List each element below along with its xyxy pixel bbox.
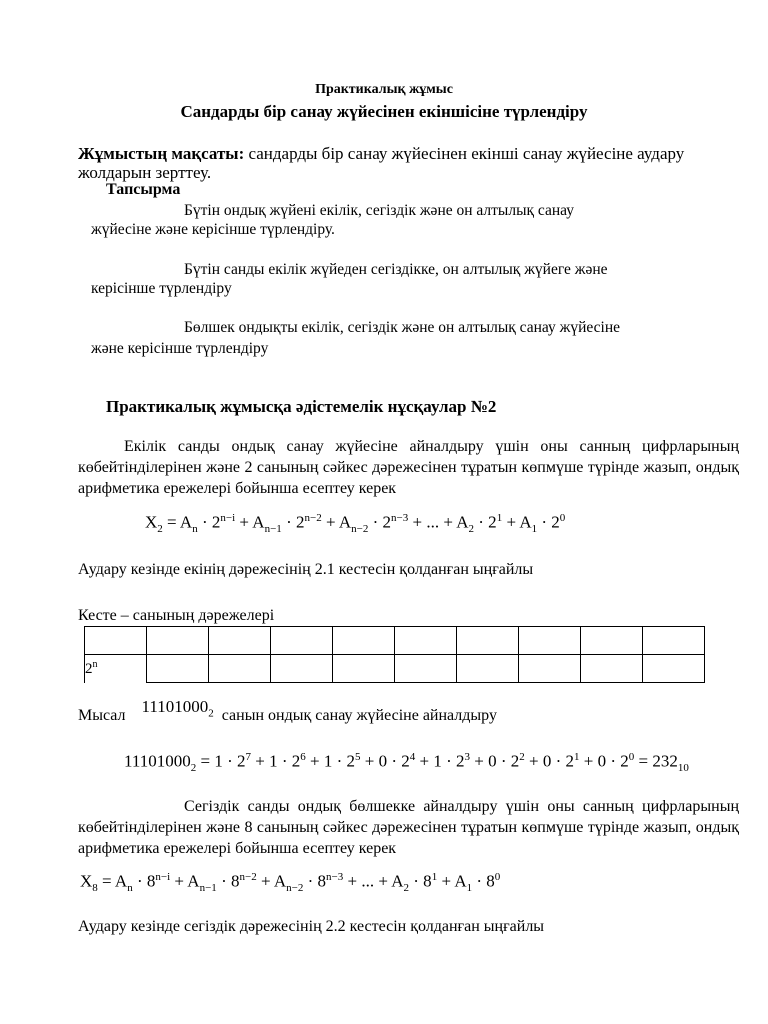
goal-text: сандарды бір санау жүйесінен екінші санау жүйесіне аудару — [244, 144, 685, 163]
example-text: санын ондық санау жүйесіне айналдыру — [221, 707, 497, 724]
table-cell — [643, 627, 705, 655]
formula-octal: $X_8 = A_n \cdot 8^{n-i} + A_{n-1} \cdot 8^{n-2} + A_{n-2} \cdot 8^{n-3}$ + ... + $A_2 \cdot 8^1 + A_1 \cdot 8^0$ — [80, 871, 501, 895]
task-heading: Тапсырма — [106, 181, 181, 198]
goal-line-2: жолдарын зерттеу. — [78, 163, 212, 182]
powers-of-two-table — [84, 626, 705, 683]
table-cell — [271, 627, 333, 655]
task-item-2-line-1: Бүтін санды екілік жүйеден сегіздікке, он алтылық жүйеге және — [184, 261, 608, 278]
table-row-exponent: n — [92, 659, 98, 671]
table-cell — [271, 655, 333, 683]
table-row — [85, 655, 705, 683]
table-cell — [395, 627, 457, 655]
table-cell — [581, 627, 643, 655]
task-item-1-line-1: Бүтін ондық жүйені екілік, сегіздік және он алтылық санау — [184, 202, 574, 219]
formula-example: $11101000_2 = 1 \cdot 2^7 + 1 \cdot 2^6 + 1 \cdot 2^5 + 0 \cdot 2^4 + 1 \cdot 2^3 + 0 \cdot 2^2 + 0 \cdot 2^1 + 0 \cdot 2^0 = 232_{10}$ — [124, 751, 689, 775]
table-cell — [457, 655, 519, 683]
table-caption: Кесте – санының дәрежелері — [78, 607, 275, 624]
table-cell — [333, 655, 395, 683]
table-cell — [209, 627, 271, 655]
goal-label: Жұмыстың мақсаты: — [78, 144, 245, 163]
task-item-2-line-2: керісінше түрлендіру — [91, 280, 232, 297]
table-cell — [519, 655, 581, 683]
page-title: Сандарды бір санау жүйесінен екіншісіне түрлендіру — [180, 102, 588, 121]
table-cell — [457, 627, 519, 655]
practical-work-label: Практикалық жұмыс — [315, 82, 453, 97]
example-line — [78, 697, 497, 727]
table-cell — [581, 655, 643, 683]
example-number-base: 2 — [208, 707, 214, 720]
table-cell — [147, 627, 209, 655]
table-cell — [209, 655, 271, 683]
guide-paragraph-1: Екілік санды ондық санау жүйесіне айналдыру үшін оны санның цифрларының көбейтінділерінен және 2 санының сәйкес дәрежесінен тұратын көпмүше түрінде жазып, ондық арифметика ережелері бойынша есептеу керек — [78, 438, 739, 497]
task-item-3-line-1: Бөлшек ондықты екілік, сегіздік және он алтылық санау жүйесіне — [184, 319, 621, 336]
table-row — [85, 627, 705, 655]
guide-note-1: Аудару кезінде екінің дәрежесінің 2.1 кестесін қолданған ыңғайлы — [78, 561, 534, 578]
example-label: Мысал — [78, 707, 126, 724]
table-cell — [147, 655, 209, 683]
task-item-3-line-2: және керісінше түрлендіру — [91, 340, 269, 357]
example-number — [141, 697, 214, 720]
table-cell — [643, 655, 705, 683]
table-cell — [519, 627, 581, 655]
table-row-base: 2 — [85, 661, 93, 678]
table-cell — [333, 627, 395, 655]
table-cell — [85, 627, 147, 655]
guide-heading: Практикалық жұмысқа әдістемелік нұсқаулар №2 — [106, 397, 497, 416]
guide-note-2: Аудару кезінде сегіздік дәрежесінің 2.2 кестесін қолданған ыңғайлы — [78, 918, 545, 935]
guide-paragraph-2: Сегіздік санды ондық бөлшекке айналдыру үшін оны санның цифрларының көбейтінділерінен және 8 санының сәйкес дәрежесінен тұратын көпмүше түрінде жазып, ондық арифметика ережелері бойынша есептеу керек — [78, 798, 739, 857]
table-cell — [395, 655, 457, 683]
example-number-digits: 11101000 — [141, 697, 209, 716]
formula-binary: $X_2 = A_n \cdot 2^{n-i} + A_{n-1} \cdot 2^{n-2} + A_{n-2} \cdot 2^{n-3}$ + ... + $A_2 \cdot 2^1 + A_1 \cdot 2^0$ — [145, 512, 566, 536]
task-item-1-line-2: жүйесіне және керісінше түрлендіру. — [91, 221, 335, 238]
goal-line-1 — [78, 144, 684, 164]
table-row-label — [85, 655, 147, 683]
